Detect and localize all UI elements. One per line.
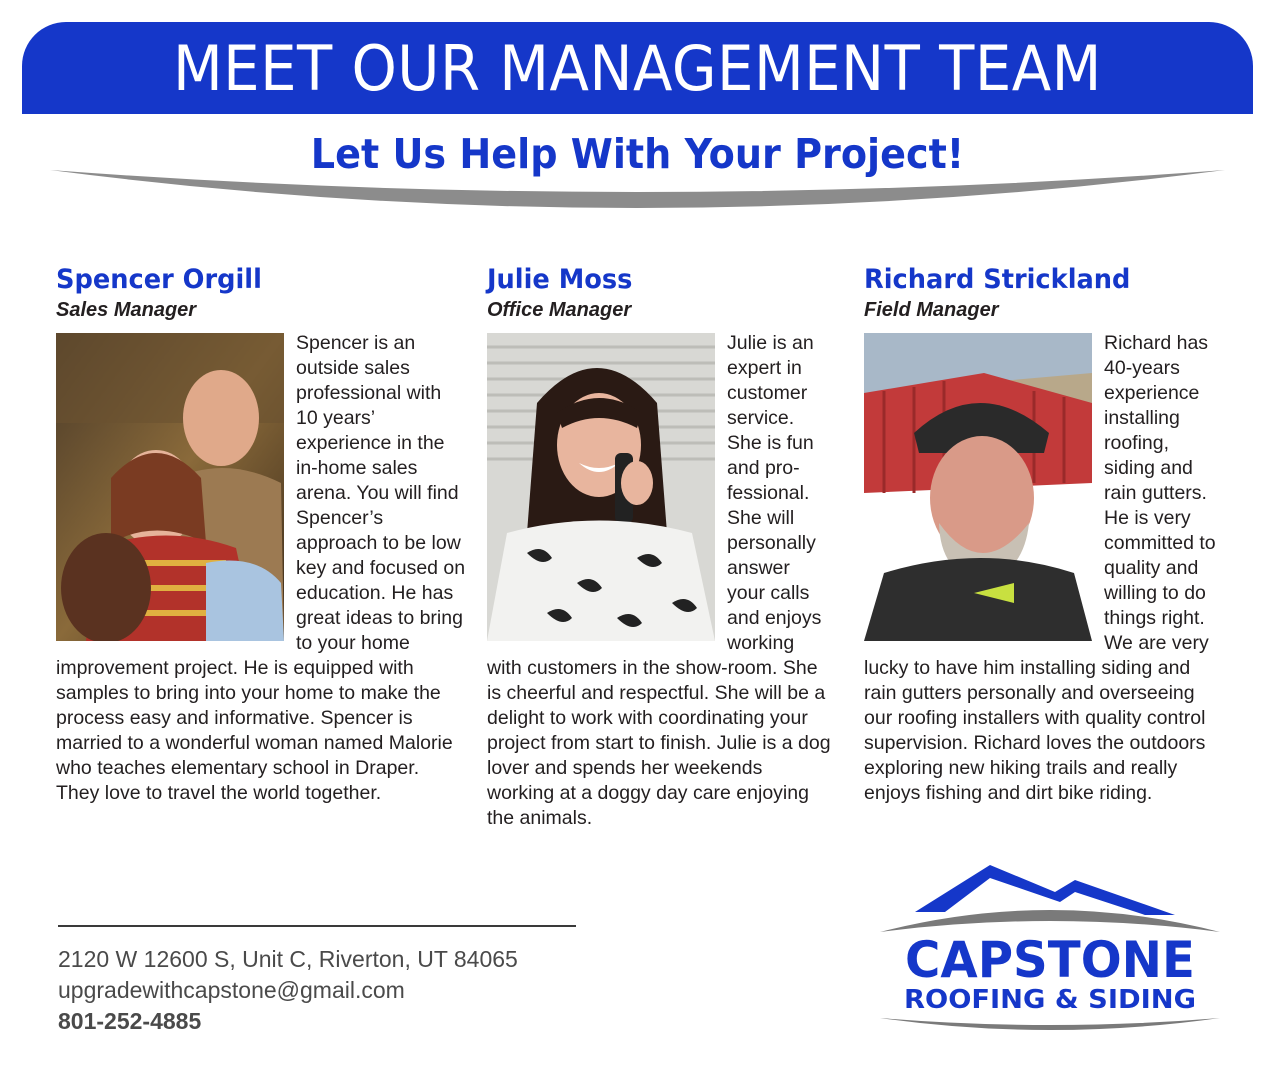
- richard-photo: [864, 333, 1092, 641]
- member-role: Office Manager: [487, 299, 632, 321]
- member-bio: Spencer is an outside sales professional with 10 years’ experience in the in-home sales arena. You will find Spencer’s approach to be low key and focused on education. He has great ideas to bring to your home improvement project. He is equipped with samples to bring into your home to make the process easy and informative. Spencer is married to a wonderful woman named Malorie who teaches elementary school in Draper. They love to travel the world together.: [56, 332, 466, 804]
- member-name: Julie Moss: [487, 264, 633, 295]
- team-member-julie: [487, 265, 832, 831]
- header-banner: [22, 22, 1253, 114]
- capstone-logo: [870, 860, 1230, 1040]
- member-role: Field Manager: [864, 299, 999, 321]
- swoosh-divider: [50, 168, 1225, 210]
- julie-photo: [487, 333, 715, 641]
- email[interactable]: upgradewithcapstone@gmail.com: [58, 977, 405, 1003]
- team-member-spencer: [56, 265, 466, 806]
- member-name: Spencer Orgill: [56, 264, 262, 295]
- member-role: Sales Manager: [56, 299, 197, 321]
- member-name: Richard Strickland: [864, 264, 1131, 295]
- spencer-photo: [56, 333, 284, 641]
- logo-line1: CAPSTONE: [905, 931, 1195, 989]
- address: 2120 W 12600 S, Unit C, Riverton, UT 84065: [58, 946, 518, 972]
- logo-line2: ROOFING & SIDING: [904, 985, 1196, 1015]
- phone[interactable]: 801-252-4885: [58, 1008, 202, 1034]
- roof-icon: [915, 865, 1175, 915]
- team-member-richard: [864, 265, 1224, 806]
- member-bio: Richard has 40-years experience installing roofing, siding and rain gutters. He is very committed to quality and willing to do things right. We are very lucky to have him installing siding and rain gutters personally and overseeing our roofing installers with quality control supervision. Richard loves the outdoors exploring new hiking trails and really enjoys fishing and dirt bike riding.: [864, 332, 1216, 804]
- page-title: MEET OUR MANAGEMENT TEAM: [173, 31, 1102, 105]
- page-subtitle: Let Us Help With Your Project!: [310, 130, 965, 178]
- contact-divider: [58, 925, 576, 927]
- member-bio: Julie is an expert in customer service. She is fun and pro-fessional. She will personally answer your calls and enjoys working with customers in the show-room. She is cheerful and respectful. She will be a delight to work with coordinating your project from start to finish. Julie is a dog lover and spends her weekends working at a doggy day care enjoying the animals.: [487, 332, 831, 829]
- contact-info: [58, 944, 518, 1037]
